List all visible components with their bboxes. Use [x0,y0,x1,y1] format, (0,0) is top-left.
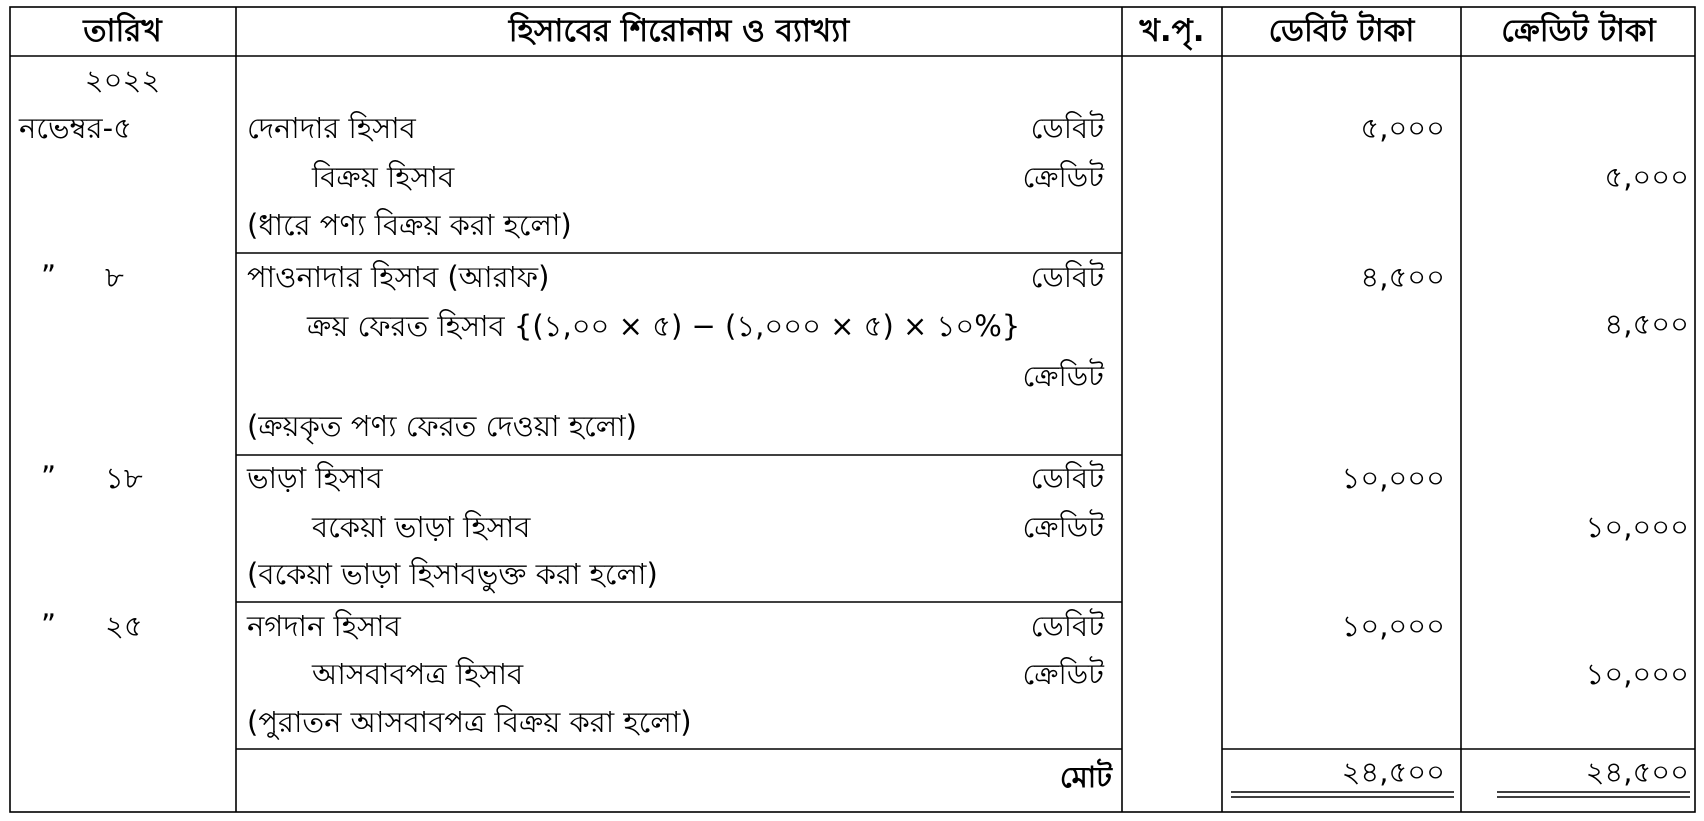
credit-account: আসবাবপত্র হিসাব [312,657,524,691]
header-date: তারিখ [83,13,162,49]
year: ২০২২ [84,63,161,97]
header-particulars: হিসাবের শিরোনাম ও ব্যাখ্যা [508,13,850,49]
credit-total: ২৪,৫০০ [1585,755,1689,789]
header-debit: ডেবিট টাকা [1268,13,1415,49]
debit-amount: ৫,০০০ [1360,111,1445,145]
entry-date: ১৮ [105,461,143,495]
debit-account: নগদান হিসাব [247,609,401,643]
credit-account: বিক্রয় হিসাব [312,160,455,194]
narration: (ধারে পণ্য বিক্রয় করা হলো) [247,208,572,242]
debit-total: ২৪,৫০০ [1341,755,1445,789]
credit-amount: ৫,০০০ [1604,160,1689,194]
debit-tag: ডেবিট [1030,111,1104,145]
debit-amount: ১০,০০০ [1341,609,1445,643]
narration: (বকেয়া ভাড়া হিসাবভুক্ত করা হলো) [247,557,658,591]
entry-date: নভেম্বর-৫ [19,111,132,145]
ditto-mark: ” [41,460,57,494]
debit-account: পাওনাদার হিসাব (আরাফ) [247,260,550,294]
credit-tag: ক্রেডিট [1022,657,1104,691]
credit-amount: ১০,০০০ [1585,510,1689,544]
entry-date: ২৫ [105,609,143,643]
total-label: মোট [1059,760,1112,794]
credit-account: বকেয়া ভাড়া হিসাব [312,510,531,544]
ditto-mark: ” [41,608,57,642]
credit-tag: ক্রেডিট [1022,160,1104,194]
entry-date: ৮ [105,260,124,294]
debit-tag: ডেবিট [1030,461,1104,495]
debit-account: ভাড়া হিসাব [247,461,383,495]
header-credit: ক্রেডিট টাকা [1501,13,1656,49]
debit-account: দেনাদার হিসাব [247,111,416,145]
header-folio: খ.পৃ. [1139,13,1205,49]
journal-table [9,6,1696,813]
debit-amount: ৪,৫০০ [1360,260,1445,294]
credit-account: ক্রয় ফেরত হিসাব {(১,০০ × ৫) − (১,০০০ × ৫) × ১০%} [307,309,1021,343]
credit-tag: ক্রেডিট [1022,510,1104,544]
credit-amount: ১০,০০০ [1585,657,1689,691]
debit-tag: ডেবিট [1030,609,1104,643]
ditto-mark: ” [41,259,57,293]
credit-tag: ক্রেডিট [1022,359,1104,393]
narration: (পুরাতন আসবাবপত্র বিক্রয় করা হলো) [247,705,692,739]
debit-amount: ১০,০০০ [1341,461,1445,495]
debit-tag: ডেবিট [1030,260,1104,294]
credit-amount: ৪,৫০০ [1604,307,1689,341]
narration: (ক্রয়কৃত পণ্য ফেরত দেওয়া হলো) [247,409,637,443]
